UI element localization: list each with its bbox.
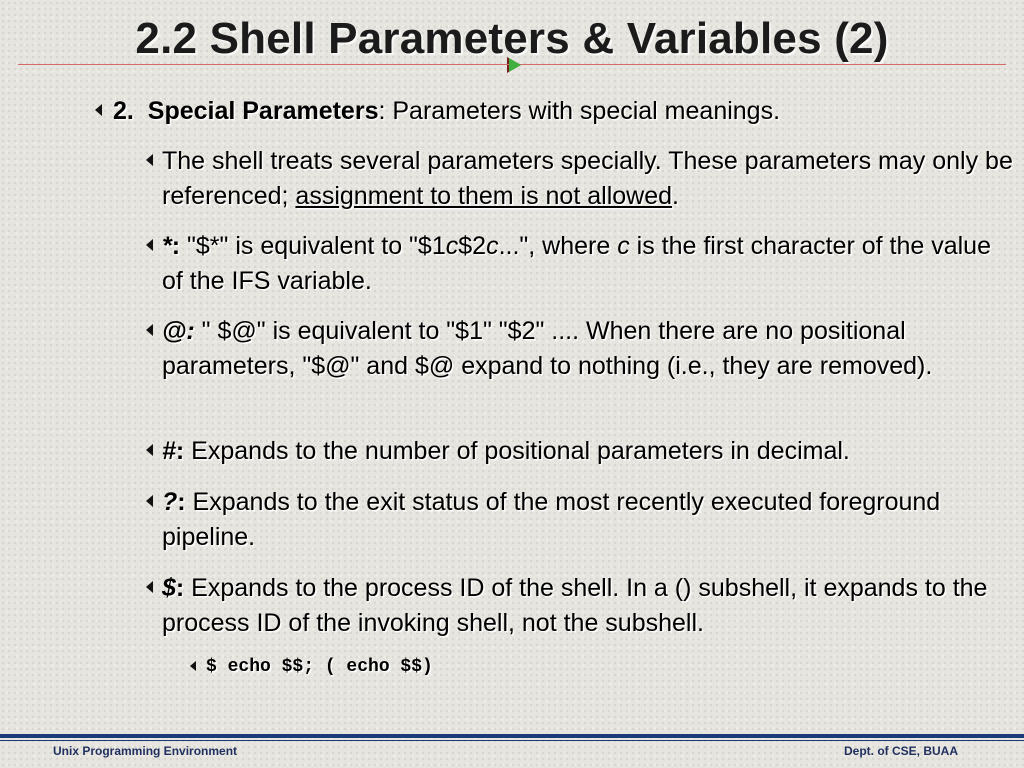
bullet-text — [162, 144, 1018, 214]
footer-divider-thin — [0, 740, 1024, 741]
param-symbol: ? — [162, 488, 178, 516]
bullet-marker-icon — [146, 495, 153, 507]
bullet-at-parameter — [146, 314, 1018, 384]
bullet-hash-parameter — [146, 434, 1018, 469]
bullet-star-parameter — [146, 229, 1018, 299]
assignment-not-allowed: assignment to them is not allowed — [295, 182, 673, 210]
bullet-marker-icon — [146, 581, 153, 593]
divider-arrow-icon — [509, 58, 521, 72]
star-c-1: c — [445, 232, 459, 260]
param-colon: : — [175, 437, 185, 465]
special-parameters-term: Special Parameters — [147, 97, 379, 125]
bullet-dollar-parameter — [146, 571, 1018, 641]
star-text-4: is the first character of the value of the IFS variable. — [162, 232, 991, 295]
bullet-text — [162, 229, 1018, 299]
param-colon: : — [171, 232, 181, 260]
param-symbol: # — [162, 437, 176, 465]
bullet-text — [162, 314, 1018, 384]
bullet-treats-specially — [146, 144, 1018, 214]
hash-text: Expands to the number of positional parameters in decimal. — [184, 437, 850, 465]
bullet-marker-icon — [146, 444, 153, 456]
bullet-text — [162, 571, 1018, 641]
star-text-2: $2 — [458, 232, 487, 260]
bullet-text — [162, 485, 1018, 555]
bullet-echo-example — [190, 655, 690, 679]
bullet-marker-icon — [146, 154, 153, 166]
star-text-1: "$*" is equivalent to "$1 — [180, 232, 446, 260]
question-text: Expands to the exit status of the most recently executed foreground pipeline. — [162, 488, 941, 551]
bullet-text — [113, 94, 975, 129]
param-colon: : — [177, 488, 186, 516]
bullet-marker-icon — [146, 324, 153, 336]
bullet-number: 2. — [113, 97, 134, 125]
star-text-3: ...", where — [498, 232, 618, 260]
bullet-text — [162, 434, 1018, 469]
bullet-special-parameters — [95, 94, 975, 129]
echo-example-code: $ echo $$; ( echo $$) — [206, 657, 433, 677]
at-text: " $@" is equivalent to "$1" "$2" .... When there are no positional parameters, "$@" and $@ expand to nothing (i.e., they are removed). — [162, 317, 933, 380]
bullet-question-parameter — [146, 485, 1018, 555]
param-colon: : — [175, 574, 185, 602]
param-symbol: @: — [162, 317, 195, 345]
special-parameters-desc: : Parameters with special meanings. — [378, 97, 781, 125]
param-symbol: * — [162, 232, 172, 260]
slide-title: 2.2 Shell Parameters & Variables (2) — [135, 14, 889, 63]
treats-text: The shell treats several parameters specially. These parameters may only be referenced; — [162, 147, 1013, 210]
footer-department: Dept. of CSE, BUAA — [844, 744, 958, 758]
dollar-text: Expands to the process ID of the shell. In a () subshell, it expands to the process ID of the invoking shell, not the subshell. — [162, 574, 988, 637]
footer-divider-thick — [0, 734, 1024, 738]
footer-course-name: Unix Programming Environment — [53, 744, 238, 758]
bullet-marker-icon — [95, 104, 102, 116]
bullet-marker-icon — [146, 239, 153, 251]
treats-end: . — [672, 182, 679, 210]
param-symbol: $ — [162, 574, 176, 602]
bullet-marker-icon — [190, 661, 196, 671]
star-c-3: c — [617, 232, 630, 260]
star-c-2: c — [486, 232, 499, 260]
